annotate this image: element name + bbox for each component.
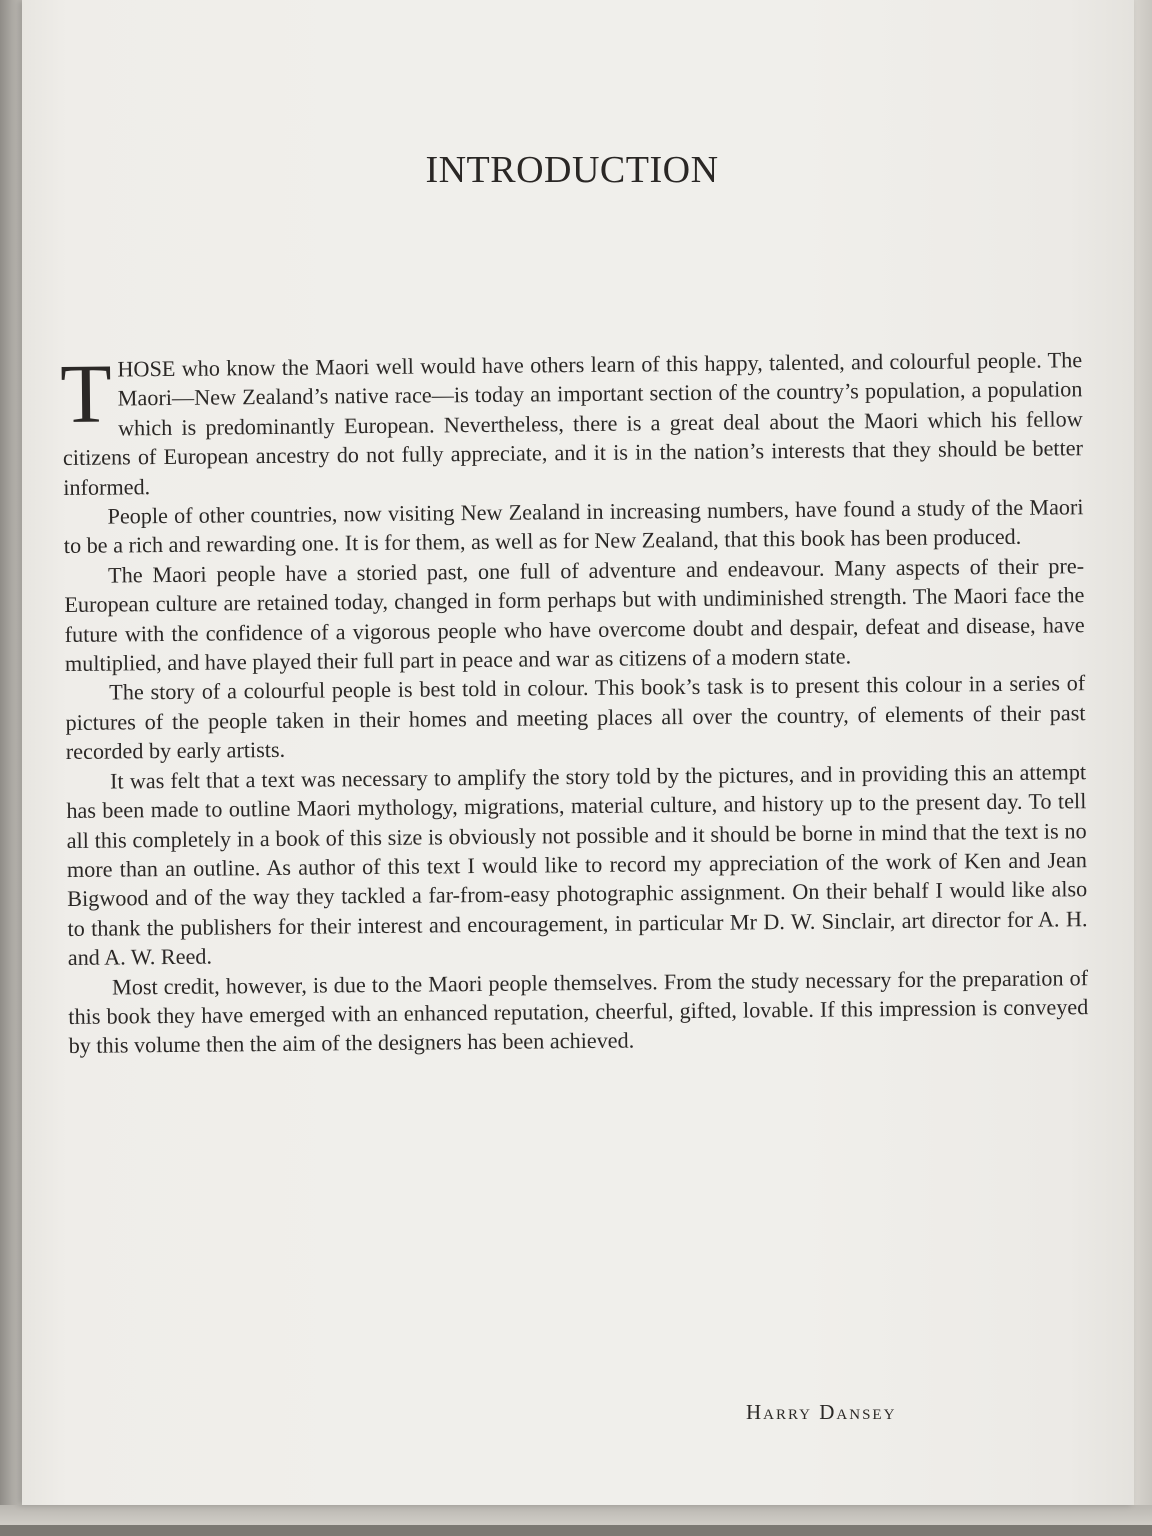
paragraph-5: It was felt that a text was necessary to amplify the story told by the pictures, and in providing this an attempt has been made to outline Maori mythology, migrations, material culture, and history up to the present day. To tell all this completely in a book of this size is obviously not possible and it should be borne in mind that the text is no more than an outline. As author of this text I would like to record my appreciation of the work of Ken and Jean Bigwood and of the way they tackled a far-from-easy photographic assignment. On their behalf I would like also to thank the publishers for their interest and encouragement, in particular Mr D. W. Sinclair, art director for A. H. and A. W. Reed. — [66, 758, 1088, 971]
book-page — [22, 0, 1134, 1505]
page-title: INTRODUCTION — [425, 149, 719, 191]
paragraph-2: People of other countries, now visiting New Zealand in increasing numbers, have found a study of the Maori to be a rich and rewarding one. It is for them, as well as for New Zealand, that this book has been produced. — [63, 494, 1084, 559]
paragraph-4: The story of a colourful people is best told in colour. This book’s task is to present this colour in a series of pictures of the people taken in their homes and meeting places all over the country, of elements of their past recorded by early artists. — [65, 670, 1086, 765]
drop-cap: T — [59, 347, 113, 442]
paragraph-1 — [59, 345, 1084, 502]
table-surface — [0, 1525, 1152, 1536]
paragraph-1-text: HOSE who know the Maori well would have others learn of this happy, talented, and colourful people. The Maori—New Zealand’s native race—is today an important section of the country’s population, a population which is predominantly European. Nevertheless, there is a great deal about the Maori which his fellow citizens of European ancestry do not fully appreciate, and it is in the nation’s interests that they should be better informed. — [62, 347, 1084, 500]
page-right-edge — [1134, 0, 1152, 1536]
introduction-body — [59, 345, 1089, 1061]
paragraph-6: Most credit, however, is due to the Maori people themselves. From the study necessary for the preparation of this book they have emerged with an enhanced reputation, cheerful, gifted, lovable. If this impression is conveyed by this volume then the aim of the designers has been achieved. — [68, 964, 1089, 1059]
paragraph-3: The Maori people have a storied past, one full of adventure and endeavour. Many aspects of their pre-European culture are retained today, changed in form perhaps but with undiminished strength. The Maori face the future with the confidence of a vigorous people who have overcome doubt and despair, defeat and disease, have multiplied, and have played their full part in peace and war as citizens of a modern state. — [64, 553, 1085, 677]
author-signature: Harry Dansey — [746, 1400, 897, 1424]
